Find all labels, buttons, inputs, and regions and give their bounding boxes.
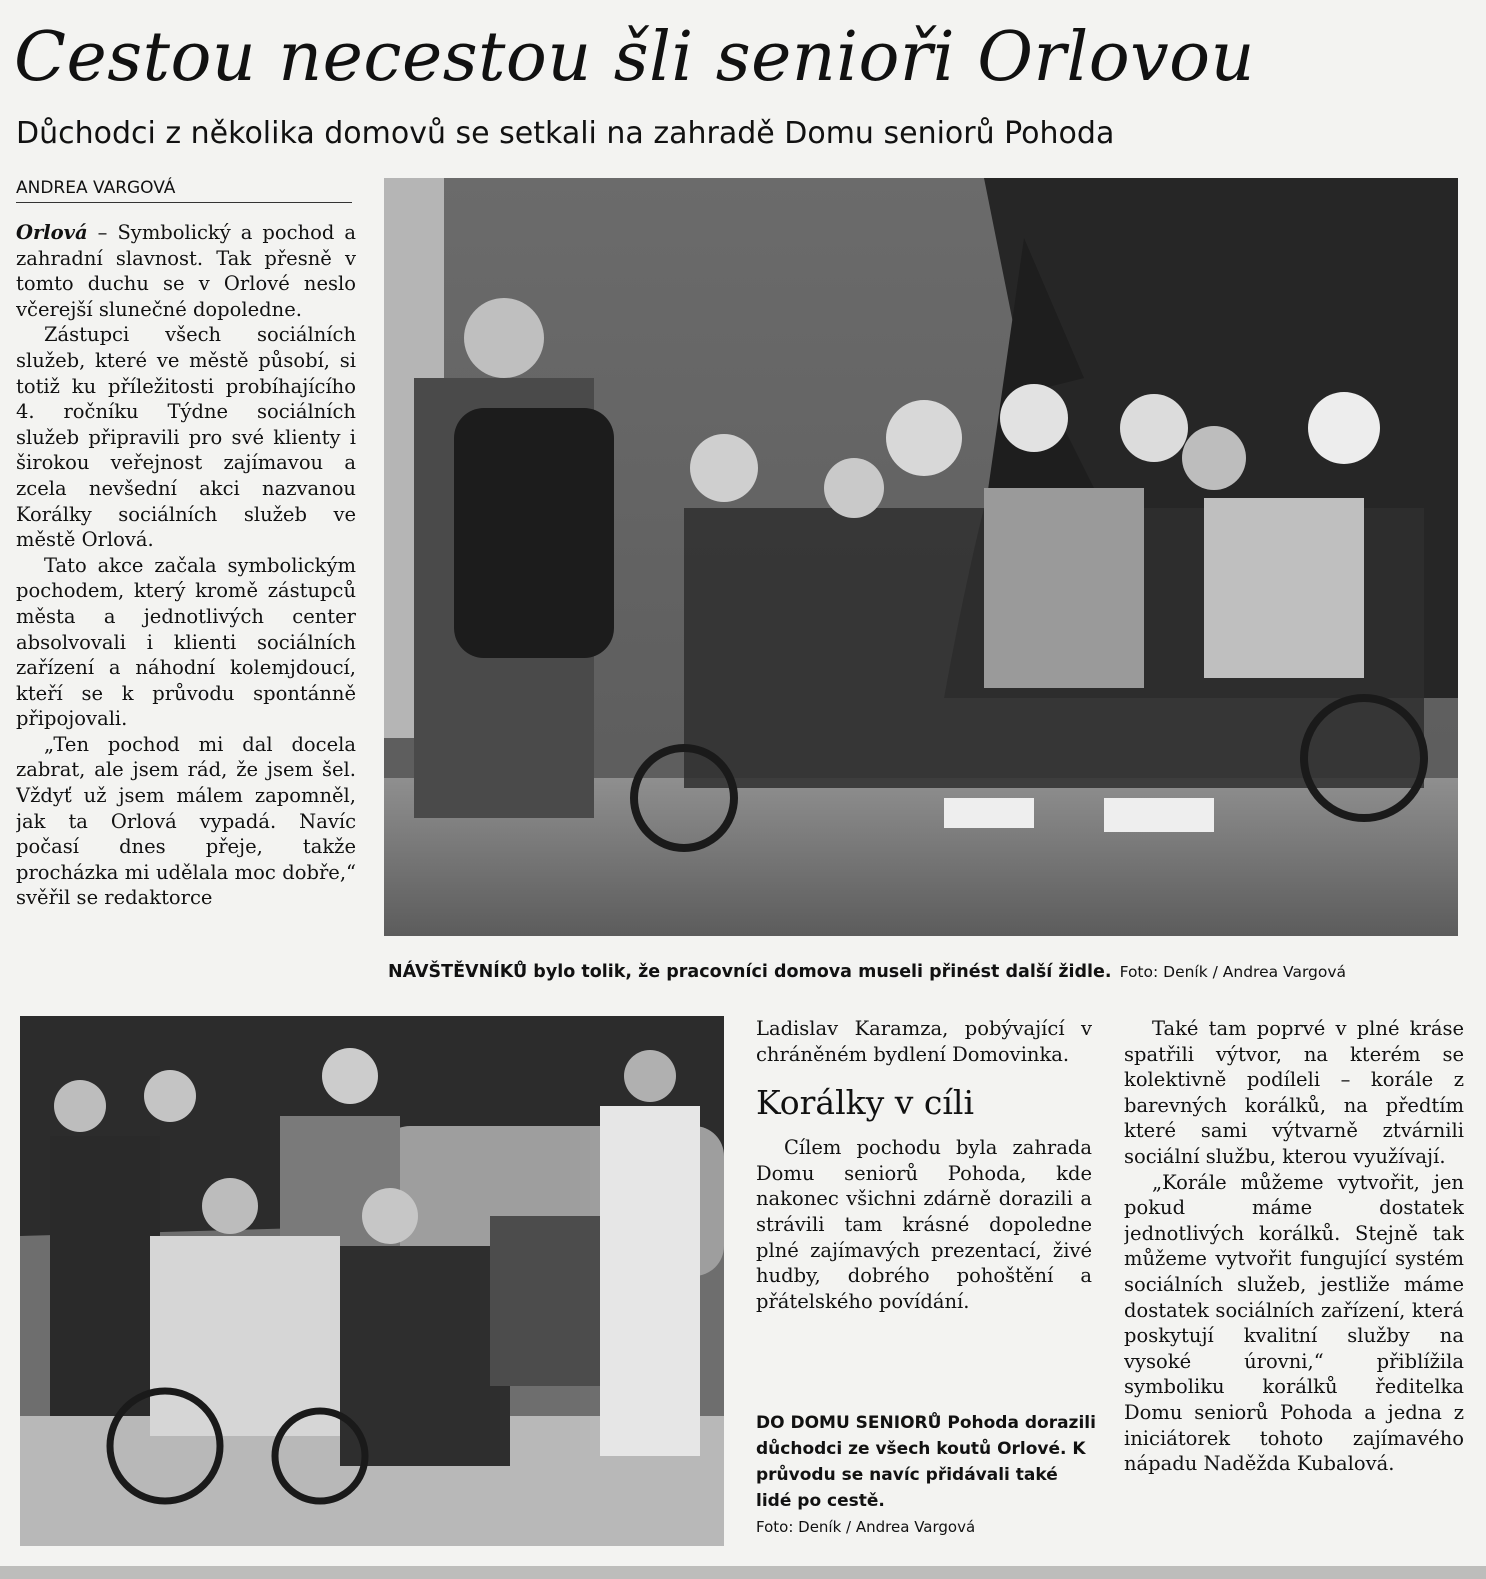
article-column-1	[16, 220, 356, 982]
dateline: Orlová	[16, 221, 88, 244]
paragraph-continued: Ladislav Karamza, pobývající v chráněném bydlení Domovinka.	[756, 1017, 1092, 1066]
paragraph-1	[16, 220, 356, 322]
caption-2-lead: DO DOMU SENIORŮ	[756, 1413, 942, 1433]
paragraph-7: „Korále můžeme vytvořit, jen pokud máme dostatek jednotlivých korálků. Stejně tak můžeme vytvořit fungující systém sociálních služeb, jestliže máme dostatek sociálních zařízení, která poskytují kvalitní služby na vysoké úrovni,“ přiblížila symboliku korálků ředitelka Domu seniorů Pohoda a jedna z iniciátorek tohoto zajímavého nápadu Naděžda Kubalová.	[1124, 1170, 1464, 1476]
caption-2-body: Pohoda dorazili důchodci ze všech koutů Orlové. K průvodu se navíc přidávali také lidé po cestě.	[756, 1413, 1096, 1511]
paragraph-5: Cílem pochodu byla zahrada Domu seniorů Pohoda, kde nakonec všichni zdárně dorazili a strávili tam krásné dopoledne plné zajímavých prezentací, živé hudby, dobrého pohoštění a přátelského povídání.	[756, 1136, 1092, 1313]
paragraph-6: Také tam poprvé v plné kráse spatřili výtvor, na kterém se kolektivně podíleli – korále z barevných korálků, na předtím které sami výtvarně ztvárnili sociální službu, kterou využívají.	[1124, 1017, 1464, 1168]
article-subheadline: Důchodci z několika domovů se setkali na zahradě Domu seniorů Pohoda	[16, 116, 1115, 151]
paragraph-3: Tato akce začala symbolickým pochodem, který kromě zástupců města a jednotlivých center absolvovali i klienti sociálních zařízení a náhodní kolemjdoucí, kteří se k průvodu spontánně připojovali.	[16, 553, 356, 731]
article-column-4	[1124, 1016, 1464, 1556]
paragraph-2: Zástupci všech sociálních služeb, které ve městě působí, si totiž ku příležitosti probíhajícího 4. ročníku Týdne sociálních služeb připravili pro své klienty i širokou veřejnost zajímavou a zcela nevšední akci nazvanou Korálky sociálních služeb ve městě Orlová.	[16, 323, 356, 552]
caption-1-body: bylo tolik, že pracovníci domova museli přinést další židle.	[527, 962, 1112, 982]
photo-wheelchair-procession	[20, 1016, 724, 1546]
article-byline: ANDREA VARGOVÁ	[16, 176, 352, 203]
paragraph-1-text: – Symbolický a pochod a zahradní slavnost. Tak přesně v tomto duchu se v Orlové neslo včerejší slunečné dopoledne.	[16, 221, 356, 321]
photo-credit-1: Foto: Deník / Andrea Vargová	[1119, 963, 1347, 981]
caption-1-lead: NÁVŠTĚVNÍKŮ	[388, 962, 528, 982]
photo-credit-2: Foto: Deník / Andrea Vargová	[756, 1518, 976, 1536]
paragraph-4: „Ten pochod mi dal docela zabrat, ale jsem rád, že jsem šel. Vždyť už jsem málem zapomněl, jak ta Orlová vypadá. Navíc počasí dnes přeje, takže procházka mi udělala moc dobře,“ svěřil se redaktorce	[16, 732, 356, 910]
crosshead: Korálky v cíli	[756, 1083, 975, 1123]
photo-caption-1	[388, 960, 1468, 984]
page-bottom-strip	[0, 1566, 1486, 1579]
photo-seniors-garden	[384, 178, 1458, 936]
article-column-3	[756, 1016, 1092, 1314]
photo-caption-2	[756, 1410, 1096, 1540]
article-headline: Cestou necestou šli senioři Orlovou	[14, 18, 1255, 97]
